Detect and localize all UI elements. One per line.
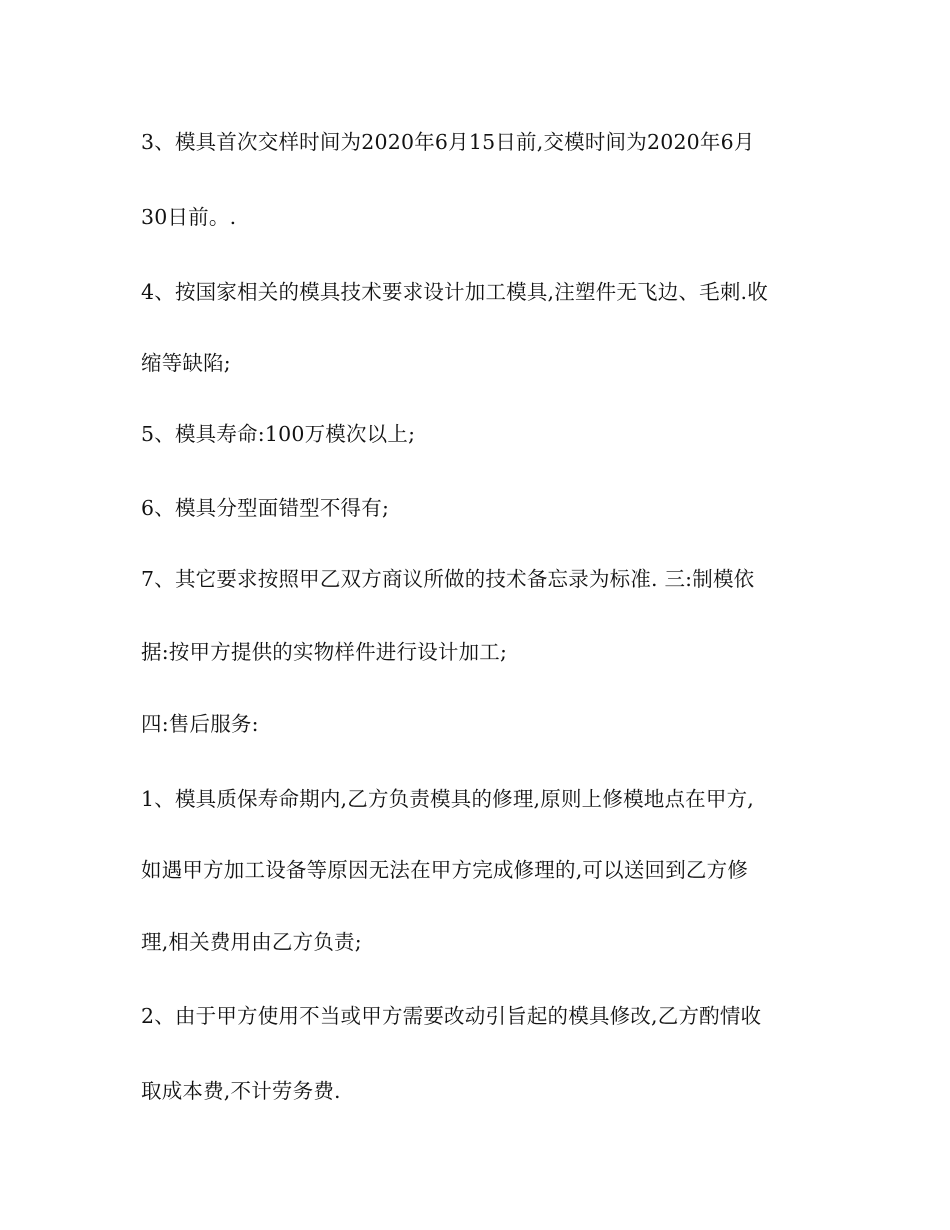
- text-line: 30日前。.: [141, 205, 237, 229]
- text-line: 6、模具分型面错型不得有;: [141, 496, 390, 520]
- text-line: 取成本费,不计劳务费.: [141, 1079, 341, 1103]
- text-line: 理,相关费用由乙方负责;: [141, 930, 362, 954]
- text-line: 据:按甲方提供的实物样件进行设计加工;: [141, 640, 508, 664]
- text-line: 1、模具质保寿命期内,乙方负责模具的修理,原则上修模地点在甲方,: [141, 787, 754, 811]
- text-line: 2、由于甲方使用不当或甲方需要改动引旨起的模具修改,乙方酌情收: [141, 1004, 762, 1028]
- text-line: 如遇甲方加工设备等原因无法在甲方完成修理的,可以送回到乙方修: [141, 858, 749, 882]
- text-line: 5、模具寿命:100万模次以上;: [141, 422, 416, 446]
- text-line: 缩等缺陷;: [141, 351, 231, 375]
- text-line: 7、其它要求按照甲乙双方商议所做的技术备忘录为标准. 三:制模依: [141, 567, 755, 591]
- text-line: 3、模具首次交样时间为2020年6月15日前,交模时间为2020年6月: [141, 130, 755, 154]
- text-line: 四:售后服务:: [141, 712, 259, 736]
- text-line: 4、按国家相关的模具技术要求设计加工模具,注塑件无飞边、毛刺.收: [141, 280, 768, 304]
